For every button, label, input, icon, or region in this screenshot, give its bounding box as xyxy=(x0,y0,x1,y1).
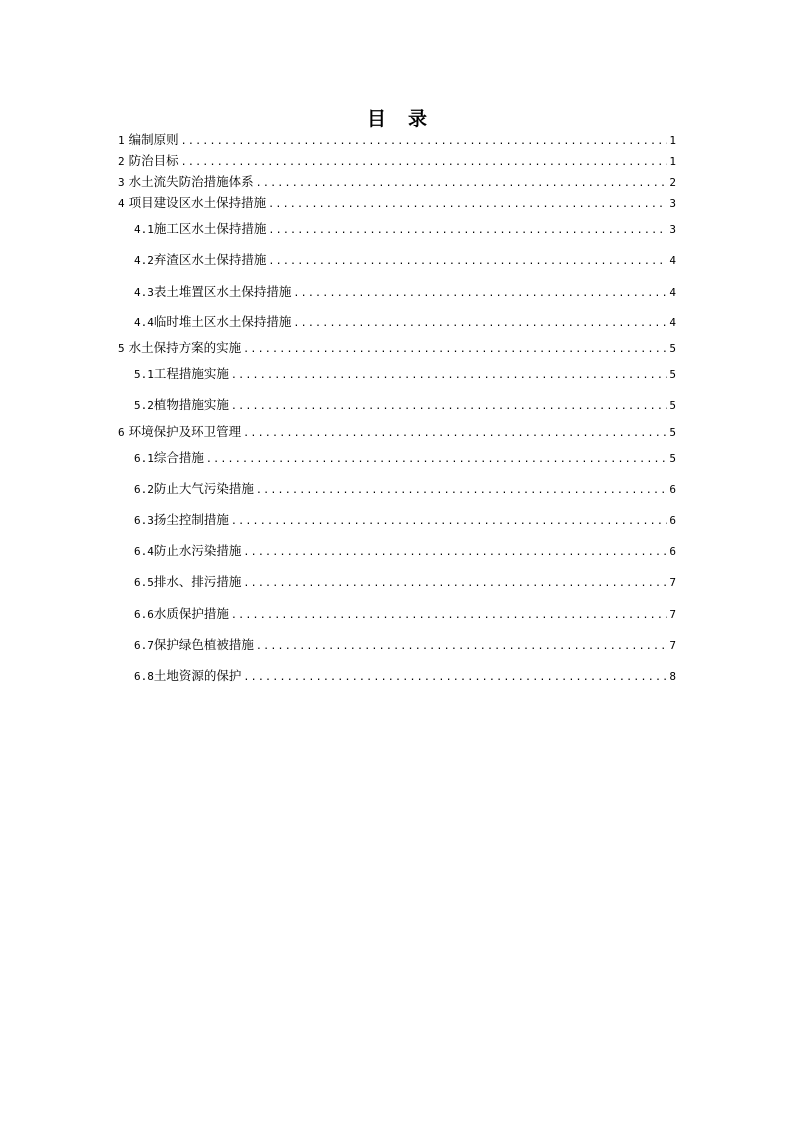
toc-entry[interactable] xyxy=(118,153,676,171)
toc-entry-label: 弃渣区水土保持措施 xyxy=(153,252,267,267)
toc-leader-dots xyxy=(231,368,667,384)
toc-entry-page: 5 xyxy=(669,342,676,355)
toc-leader-dots xyxy=(293,286,667,302)
toc-entry-number: 5.1 xyxy=(134,368,154,381)
toc-entry[interactable] xyxy=(134,221,676,239)
toc-entry-page: 5 xyxy=(669,452,676,465)
toc-entry-number: 6.1 xyxy=(134,452,154,465)
toc-leader-dots xyxy=(256,176,668,192)
toc-title-char-2: 录 xyxy=(408,108,428,130)
toc-entry-number: 4.1 xyxy=(134,223,154,236)
toc-leader-dots xyxy=(256,483,667,499)
toc-leader-dots xyxy=(256,639,667,655)
toc-leader-dots xyxy=(268,223,667,239)
toc-entry-page: 3 xyxy=(669,197,676,210)
toc-leader-dots xyxy=(206,452,667,468)
toc-entry-label: 临时堆土区水土保持措施 xyxy=(153,314,292,329)
toc-entry-page: 6 xyxy=(669,483,676,496)
toc-entry-page: 5 xyxy=(669,426,676,439)
toc-entry-page: 7 xyxy=(669,639,676,652)
toc-leader-dots xyxy=(231,514,667,530)
toc-leader-dots xyxy=(243,670,667,686)
toc-entry[interactable] xyxy=(134,668,676,686)
toc-entry-label: 工程措施实施 xyxy=(153,366,229,381)
toc-entry-number: 6.7 xyxy=(134,639,154,652)
toc-entry[interactable] xyxy=(118,195,676,213)
toc-entry-number: 5.2 xyxy=(134,399,154,412)
toc-leader-dots xyxy=(243,576,667,592)
toc-entry-label: 保护绿色植被措施 xyxy=(153,637,254,652)
toc-leader-dots xyxy=(181,155,668,171)
toc-entry-label: 编制原则 xyxy=(128,132,179,147)
toc-entry-number: 5 xyxy=(118,342,125,355)
toc-entry-page: 7 xyxy=(669,576,676,589)
toc-entry-label: 水土保持方案的实施 xyxy=(128,340,242,355)
toc-entry-number: 6.5 xyxy=(134,576,154,589)
toc-entry[interactable] xyxy=(134,397,676,415)
toc-entry[interactable] xyxy=(134,574,676,592)
toc-leader-dots xyxy=(293,316,667,332)
toc-entry-label: 扬尘控制措施 xyxy=(153,512,229,527)
toc-entry-page: 5 xyxy=(669,368,676,381)
toc-entry-page: 4 xyxy=(669,316,676,329)
toc-entry[interactable] xyxy=(118,132,676,150)
toc-entry[interactable] xyxy=(134,284,676,302)
toc-leader-dots xyxy=(268,254,667,270)
toc-entry-label: 植物措施实施 xyxy=(153,397,229,412)
toc-entry-label: 水土流失防治措施体系 xyxy=(128,174,254,189)
toc-entry-label: 土地资源的保护 xyxy=(153,668,242,683)
toc-entry-number: 4.2 xyxy=(134,254,154,267)
toc-entry[interactable] xyxy=(118,174,676,192)
toc-leader-dots xyxy=(243,342,667,358)
toc-entry-page: 2 xyxy=(669,176,676,189)
toc-entry[interactable] xyxy=(134,637,676,655)
toc-entry-page: 4 xyxy=(669,286,676,299)
toc-entry-label: 防治目标 xyxy=(128,153,179,168)
toc-entry-label: 防止水污染措施 xyxy=(153,543,242,558)
toc-entry[interactable] xyxy=(134,314,676,332)
toc-leader-dots xyxy=(231,608,667,624)
toc-entry-page: 1 xyxy=(669,155,676,168)
toc-entry-number: 3 xyxy=(118,176,125,189)
toc-entry-page: 6 xyxy=(669,514,676,527)
toc-entry-number: 1 xyxy=(118,134,125,147)
toc-entry-number: 4.3 xyxy=(134,286,154,299)
toc-entry-number: 6.6 xyxy=(134,608,154,621)
toc-entry-number: 4.4 xyxy=(134,316,154,329)
toc-entry-label: 施工区水土保持措施 xyxy=(153,221,267,236)
toc-entry-label: 综合措施 xyxy=(153,450,204,465)
toc-entry[interactable] xyxy=(134,252,676,270)
toc-entry-page: 8 xyxy=(669,670,676,683)
toc-leader-dots xyxy=(231,399,667,415)
toc-entry[interactable] xyxy=(134,450,676,468)
toc-leader-dots xyxy=(243,545,667,561)
toc-entry-page: 5 xyxy=(669,399,676,412)
toc-entry[interactable] xyxy=(134,366,676,384)
toc-entry[interactable] xyxy=(118,424,676,442)
toc-entry[interactable] xyxy=(134,512,676,530)
toc-entry-label: 水质保护措施 xyxy=(153,606,229,621)
toc-entry-page: 3 xyxy=(669,223,676,236)
toc-entry-label: 表土堆置区水土保持措施 xyxy=(153,284,292,299)
toc-entry[interactable] xyxy=(134,606,676,624)
toc-entry[interactable] xyxy=(134,481,676,499)
toc-entry-number: 2 xyxy=(118,155,125,168)
toc-leader-dots xyxy=(181,134,668,150)
toc-entry-page: 4 xyxy=(669,254,676,267)
toc-leader-dots xyxy=(243,426,667,442)
toc-entry-number: 4 xyxy=(118,197,125,210)
toc-entry-page: 6 xyxy=(669,545,676,558)
toc-entry[interactable] xyxy=(118,340,676,358)
toc-entry-label: 防止大气污染措施 xyxy=(153,481,254,496)
toc-entry[interactable] xyxy=(134,543,676,561)
toc-title-char-1: 目 xyxy=(366,108,386,130)
toc-entry-number: 6.2 xyxy=(134,483,154,496)
toc-leader-dots xyxy=(268,197,667,213)
toc-entry-page: 1 xyxy=(669,134,676,147)
toc-entry-label: 环境保护及环卫管理 xyxy=(128,424,242,439)
toc-entry-number: 6.4 xyxy=(134,545,154,558)
toc-entry-label: 排水、排污措施 xyxy=(153,574,242,589)
toc-entry-label: 项目建设区水土保持措施 xyxy=(128,195,267,210)
toc-entry-number: 6.3 xyxy=(134,514,154,527)
toc-entry-number: 6 xyxy=(118,426,125,439)
toc-entry-page: 7 xyxy=(669,608,676,621)
toc-title xyxy=(0,104,794,131)
toc-entry-number: 6.8 xyxy=(134,670,154,683)
